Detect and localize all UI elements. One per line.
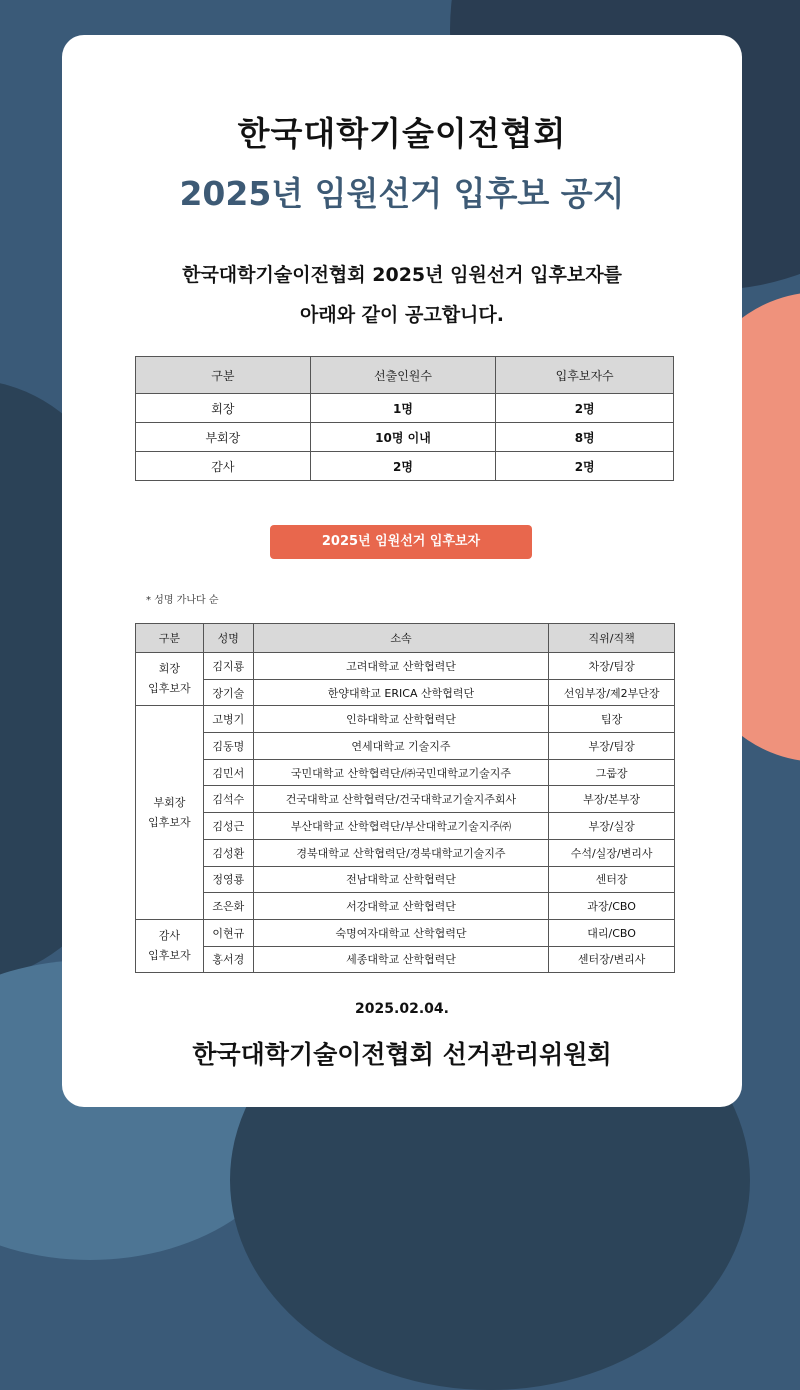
candidate-name: 김동명 [203,733,253,760]
candidate-name: 김석수 [203,786,253,813]
summary-cell: 1명 [310,394,496,423]
candidate-position: 부장/실장 [549,813,675,840]
category-label: 부회장 [153,795,186,809]
candidate-header-cell: 구분 [136,624,204,653]
issuer-name: 한국대학기술이전협회 선거관리위원회 [192,1040,612,1069]
category-label: 입후보자 [148,949,191,963]
table-row [136,866,675,893]
candidate-position: 팀장 [549,706,675,733]
table-row [136,893,675,920]
category-label: 입후보자 [148,815,191,829]
candidate-position: 대리/CBO [549,919,675,946]
category-cell-president [136,653,204,706]
candidate-name: 김성환 [203,839,253,866]
summary-header-cell: 선출인원수 [310,357,496,394]
intro-line-1: 한국대학기술이전협회 2025년 임원선거 입후보자를 [182,264,622,286]
table-row [136,653,675,680]
candidate-affiliation: 한양대학교 ERICA 산학협력단 [253,679,548,706]
candidate-affiliation: 국민대학교 산학협력단/㈜국민대학교기술지주 [253,759,548,786]
candidate-affiliation: 인하대학교 산학협력단 [253,706,548,733]
table-row [136,679,675,706]
sort-note: * 성명 가나다 순 [146,595,219,606]
candidate-affiliation: 서강대학교 산학협력단 [253,893,548,920]
summary-cell: 2명 [496,394,674,423]
table-row [136,839,675,866]
candidate-name: 김성근 [203,813,253,840]
candidate-affiliation: 경북대학교 산학협력단/경북대학교기술지주 [253,839,548,866]
intro-line-2: 아래와 같이 공고합니다. [300,304,504,326]
candidate-position: 차장/팀장 [549,653,675,680]
table-row [136,919,675,946]
table-row [136,813,675,840]
table-row [136,452,674,481]
candidate-name: 김민서 [203,759,253,786]
summary-table [135,356,674,481]
candidate-position: 센터장/변리사 [549,946,675,973]
candidate-position: 센터장 [549,866,675,893]
summary-cell: 10명 이내 [310,423,496,452]
notice-card [62,35,742,1107]
candidate-position: 그룹장 [549,759,675,786]
table-row [136,786,675,813]
summary-cell: 회장 [136,394,311,423]
category-label: 입후보자 [148,682,191,696]
page-title: 한국대학기술이전협회 [237,114,567,153]
candidate-name: 조은화 [203,893,253,920]
candidate-affiliation: 고려대학교 산학협력단 [253,653,548,680]
candidate-name: 이현규 [203,919,253,946]
candidate-position: 부장/본부장 [549,786,675,813]
candidate-name: 고병기 [203,706,253,733]
candidate-name: 홍서경 [203,946,253,973]
summary-cell: 2명 [496,452,674,481]
summary-header-cell: 구분 [136,357,311,394]
candidates-banner: 2025년 임원선거 입후보자 [270,525,532,559]
summary-cell: 감사 [136,452,311,481]
table-row [136,733,675,760]
category-cell-auditor [136,919,204,972]
summary-header-cell: 입후보자수 [496,357,674,394]
category-cell-vice-president [136,706,204,920]
table-row [136,759,675,786]
summary-cell: 부회장 [136,423,311,452]
candidate-affiliation: 연세대학교 기술지주 [253,733,548,760]
notice-date: 2025.02.04. [355,1001,449,1017]
candidate-affiliation: 숙명여자대학교 산학협력단 [253,919,548,946]
candidate-header-cell: 직위/직책 [549,624,675,653]
candidate-position: 선임부장/제2부단장 [549,679,675,706]
category-label: 감사 [158,929,181,943]
candidate-name: 정영룡 [203,866,253,893]
candidate-affiliation: 부산대학교 산학협력단/부산대학교기술지주㈜ [253,813,548,840]
candidate-position: 부장/팀장 [549,733,675,760]
table-row [136,394,674,423]
candidate-position: 수석/실장/변리사 [549,839,675,866]
candidate-header-cell: 성명 [203,624,253,653]
candidate-name: 김지룡 [203,653,253,680]
candidate-header-row [136,624,675,653]
candidate-position: 과장/CBO [549,893,675,920]
summary-cell: 8명 [496,423,674,452]
candidate-table [135,623,675,973]
candidate-header-cell: 소속 [253,624,548,653]
candidate-affiliation: 전남대학교 산학협력단 [253,866,548,893]
page-subtitle: 2025년 임원선거 입후보 공지 [179,174,625,213]
table-row [136,423,674,452]
summary-cell: 2명 [310,452,496,481]
candidate-affiliation: 건국대학교 산학협력단/건국대학교기술지주회사 [253,786,548,813]
summary-header-row [136,357,674,394]
category-label: 회장 [158,662,181,676]
intro-text [62,255,742,335]
table-row [136,706,675,733]
table-row [136,946,675,973]
candidate-affiliation: 세종대학교 산학협력단 [253,946,548,973]
candidate-name: 장기술 [203,679,253,706]
